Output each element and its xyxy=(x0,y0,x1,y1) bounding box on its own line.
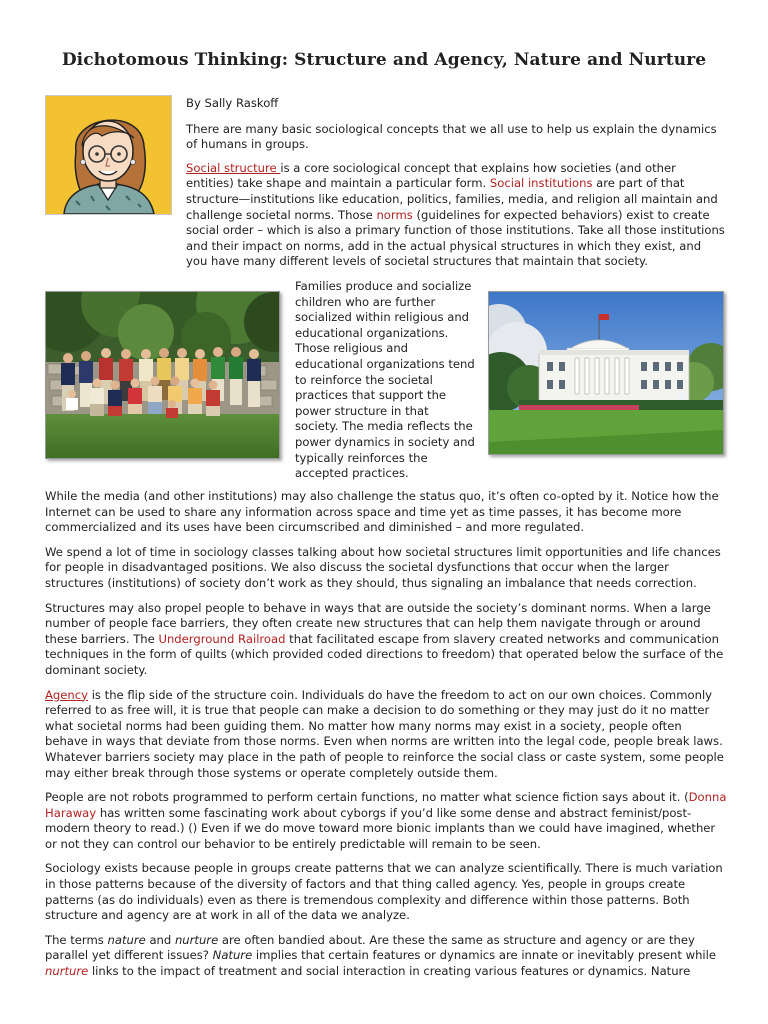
body-paragraph-6: Sociology exists because people in groups create patterns that we can analyze scientifically. There is much variation in those patterns because of the diversity of factors and that thing called agency. Yes, people in groups create patterns (as do individuals) even as there is tremendous complexity and difference within those patterns. Both structure and agency are at work in all of the data we analyze. xyxy=(45,861,723,923)
family-photo-image xyxy=(46,292,279,458)
body-paragraph-5: People are not robots programmed to perform certain functions, no matter what science fiction says about it. (Donna Haraway has written some fascinating work about cyborgs if you’d like some dense and abstract feminist/post-modern theory to read.) () Even if we do move toward more bionic implants than we could have imagined, whether or not they can control our behavior to be entirely predictable will remain to be seen. xyxy=(45,790,727,851)
article-title: Dichotomous Thinking: Structure and Agency, Nature and Nurture xyxy=(61,50,707,70)
intro-paragraph-2: Social structure is a core sociological concept that explains how societies (and other entities) take shape and maintain a particular form. Social institutions are part of that structure—institutions like education, politics, families, media, and religion all maintain and challenge societal norms. Those norms (guidelines for expected behaviors) exist to create social order – which is also a primary function of those institutions. Take all those institutions and their impact on norms, add in the actual physical structures in which they exist, and you have many different levels of societal structures that maintain that society. xyxy=(186,160,725,269)
article-body xyxy=(45,489,728,989)
intro-section xyxy=(45,96,725,278)
social-institutions-link[interactable]: Social institutions xyxy=(489,176,593,191)
byline: By Sally Raskoff xyxy=(186,96,279,110)
underground-railroad-link[interactable]: Underground Railroad xyxy=(158,631,286,646)
body-paragraph-7: The terms nature and nurture are often bandied about. Are these the same as structure and agency or are they parallel yet different issues? Nature implies that certain features or dynamics are innate or inevitably present while nurture links to the impact of treatment and social interaction in creating various features or dynamics. Nature xyxy=(45,932,716,979)
nurture-link[interactable]: nurture xyxy=(45,964,89,979)
middle-column xyxy=(295,279,475,482)
agency-link[interactable]: Agency xyxy=(45,687,89,702)
family-group-photo xyxy=(45,291,280,459)
body-paragraph-4: Agency is the flip side of the structure coin. Individuals do have the freedom to act on our own choices. Commonly referred to as free will, it is true that people can make a decision to do something or they may just do it no matter what societal norms had been guiding them. No matter how many norms may exist in a society, people often behave in ways that deviate from those norms. Even when norms are written into the legal code, people break laws. Whatever barriers society may place in the path of people to reinforce the social class or caste system, some people may either break through those systems or operate completely outside them. xyxy=(45,687,724,780)
middle-paragraph: Families produce and socialize children who are further socialized within religious and educational organizations. Those religious and educational organizations tend to reinforce the societal practices that support the power structure in that society. The media reflects the power dynamics in society and typically reinforces the accepted practices. xyxy=(295,279,475,481)
body-paragraph-2: We spend a lot of time in sociology classes talking about how societal structures limit opportunities and life chances for people in disadvantaged positions. We also discuss the societal dysfunctions that occur when the larger structures (institutions) of society don’t work as they should, thus signaling an imbalance that needs correction. xyxy=(45,544,721,590)
donna-haraway-link[interactable]: Donna Haraway xyxy=(45,790,727,820)
body-paragraph-1: While the media (and other institutions) may also challenge the status quo, it’s often co-opted by it. Notice how the Internet can be used to share any information across space and time yet as time passes, it has become more commercialized and its uses have been circumscribed and diminished – and more regulated. xyxy=(45,489,719,535)
intro-paragraph-1: There are many basic sociological concepts that we all use to help us explain the dynamics of humans in groups. xyxy=(186,121,717,152)
body-paragraph-3: Structures may also propel people to behave in ways that are outside the society’s dominant norms. When a large number of people face barriers, they often create new structures that can help them navigate through or around these barriers. The Underground Railroad that facilitated escape from slavery created networks and communication techniques in the form of quilts (which provided coded directions to freedom) that operated below the surface of the dominant society. xyxy=(45,600,724,677)
norms-link[interactable]: norms xyxy=(376,207,413,222)
white-house-photo xyxy=(488,291,724,455)
white-house-image xyxy=(489,292,723,454)
social-structure-link[interactable]: Social structure xyxy=(186,160,281,175)
